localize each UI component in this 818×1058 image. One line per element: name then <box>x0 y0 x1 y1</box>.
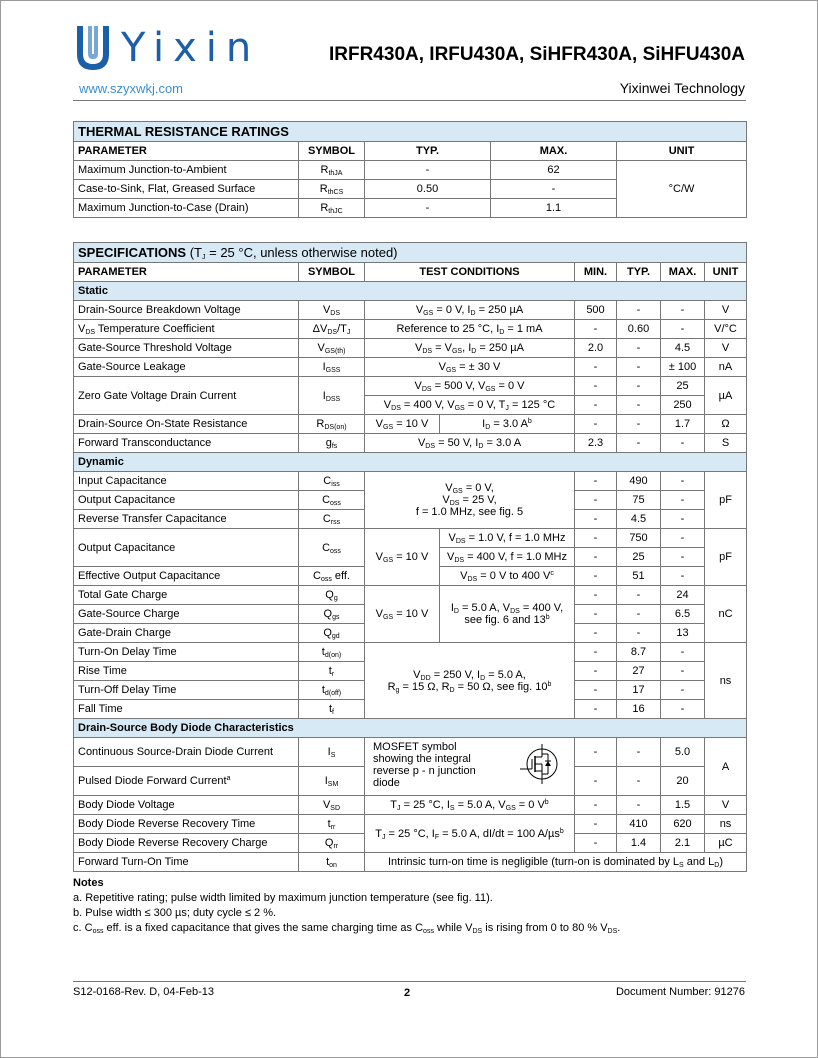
table-row: Gate-Source Charge $Q_{gs}$ - - 6.5 <box>74 605 747 624</box>
note-a: a. Repetitive rating; pulse width limited by maximum junction temperature (see fig. 11). <box>73 892 493 904</box>
table-row: Fall Time $t_f$ - 16 - <box>74 700 747 719</box>
note-b: b. Pulse width ≤ 300 µs; duty cycle ≤ 2 %. <box>73 907 277 919</box>
table-row: Forward Transconductance $g_{fs}$ $V_{DS} = 50$ V, $I_D = 3.0$ A 2.3 - - S <box>74 434 747 453</box>
part-numbers: IRFR430A, IRFU430A, SiHFR430A, SiHFU430A <box>328 44 745 65</box>
table-row: Input Capacitance $C_{iss}$ $V_{GS} = 0$ V, $V_{DS} = 25$ V, f = 1.0 MHz, see fig. 5 - 490 - pF <box>74 472 747 491</box>
max-cell: 62 <box>491 161 617 180</box>
unit-cell: °C/W <box>617 161 747 218</box>
table-row: Gate-Source Leakage $I_{GSS}$ $V_{GS}$ = ± 30 V - - ± 100 nA <box>74 358 747 377</box>
sh-param: PARAMETER <box>74 263 299 282</box>
sh-unit: UNIT <box>705 263 747 282</box>
max-cell: 1.1 <box>491 199 617 218</box>
table-row: Pulsed Diode Forward Current$^a$ $I_{SM}$ - - 20 <box>74 767 747 796</box>
website-url[interactable]: www.szyxwkj.com <box>79 81 184 96</box>
table-row: Drain-Source On-State Resistance $R_{DS(on)}$ $V_{GS} = 10$ V $I_D = 3.0$ $A^b$ - - 1.7 Ω <box>74 415 747 434</box>
mosfet-symbol-icon <box>516 742 564 786</box>
sh-min: MIN. <box>575 263 617 282</box>
section-diode: Drain-Source Body Diode Characteristics <box>74 719 747 738</box>
typ-cell: - <box>365 199 491 218</box>
document-number: Document Number: 91276 <box>615 986 745 998</box>
table-row: Total Gate Charge $Q_g$ $V_{GS} = 10$ V $I_D = 5.0$ A, $V_{DS} = 400$ V, see fig. 6 and 13$^b$ - - 24 nC <box>74 586 747 605</box>
table-row <box>74 161 747 180</box>
table-row: $V_{DS} = 400$ V, f = 1.0 MHz - 25 - <box>74 548 747 567</box>
th-unit: UNIT <box>617 142 747 161</box>
notes <box>73 876 620 936</box>
thermal-table <box>73 121 747 218</box>
yixin-logo-icon <box>73 24 113 72</box>
table-row: Rise Time $t_r$ - 27 - <box>74 662 747 681</box>
table-row: Forward Turn-On Time $t_{on}$ Intrinsic turn-on time is negligible (turn-on is dominated by $L_S$ and $L_D$) <box>74 853 747 872</box>
page-number: 2 <box>404 987 411 999</box>
specifications-table <box>73 242 747 872</box>
sh-symbol: SYMBOL <box>299 263 365 282</box>
table-row: Turn-On Delay Time $t_{d(on)}$ $V_{DD} = 250$ V, $I_D = 5.0$ A, $R_g = 15$ Ω, $R_D = 50$ Ω, see fig. 10$^b$ - 8.7 - ns <box>74 643 747 662</box>
table-row: $V_{DS} = 400$ V, $V_{GS} = 0$ V, $T_J = 125$ °C - - 250 <box>74 396 747 415</box>
table-row: Body Diode Reverse Recovery Time $t_{rr}$ $T_J = 25$ °C, $I_F = 5.0$ A, dI/dt = 100 A/µs$^b$ - 410 620 ns <box>74 815 747 834</box>
notes-title: Notes <box>73 877 104 889</box>
logo-text: Yixin <box>121 25 261 71</box>
table-row: Drain-Source Breakdown Voltage $V_{DS}$ $V_{GS} = 0$ V, $I_D = 250$ µA 500 - - V <box>74 301 747 320</box>
footer-divider <box>73 981 746 982</box>
header-divider <box>73 100 746 101</box>
typ-cell: - <box>365 161 491 180</box>
table-row: Output Capacitance $C_{oss}$ $V_{GS} = 10$ V $V_{DS} = 1.0$ V, f = 1.0 MHz - 750 - pF <box>74 529 747 548</box>
sh-typ: TYP. <box>617 263 661 282</box>
table-row: Body Diode Reverse Recovery Charge $Q_{rr}$ - 1.4 2.1 µC <box>74 834 747 853</box>
table-row: Output Capacitance $C_{oss}$ - 75 - <box>74 491 747 510</box>
sh-max: MAX. <box>661 263 705 282</box>
mosfet-symbol-text: MOSFET symbol showing the integral reverse p - n junction diode <box>373 741 476 789</box>
table-row: Gate-Source Threshold Voltage $V_{GS(th)}$ $V_{DS} = V_{GS}$, $I_D = 250$ µA 2.0 - 4.5 V <box>74 339 747 358</box>
section-dynamic: Dynamic <box>74 453 747 472</box>
param-cell: Maximum Junction-to-Ambient <box>74 161 299 180</box>
typ-cell: 0.50 <box>365 180 491 199</box>
max-cell: - <box>491 180 617 199</box>
th-typ: TYP. <box>365 142 491 161</box>
table-row: $V_{DS}$ Temperature Coefficient $\Delta V_{DS}/T_J$ Reference to 25 °C, $I_D = 1$ mA - 0.60 - V/°C <box>74 320 747 339</box>
table-row: Continuous Source-Drain Diode Current $I_S$ MOSFET symbol showing the integral reverse p - n junction diode - - 5.0 A <box>74 738 747 767</box>
table-row: Turn-Off Delay Time $t_{d(off)}$ - 17 - <box>74 681 747 700</box>
footer-revision: S12-0168-Rev. D, 04-Feb-13 <box>73 986 215 998</box>
param-cell: Case-to-Sink, Flat, Greased Surface <box>74 180 299 199</box>
symbol-cell: $R_{thCS}$ <box>299 180 365 199</box>
table-row: Effective Output Capacitance $C_{oss}$ eff. $V_{DS} = 0$ V to 400 $V^c$ - 51 - <box>74 567 747 586</box>
table-row: Zero Gate Voltage Drain Current $I_{DSS}$ $V_{DS} = 500$ V, $V_{GS} = 0$ V - - 25 µA <box>74 377 747 396</box>
mosfet-symbol-cell <box>365 738 575 796</box>
section-static: Static <box>74 282 747 301</box>
sh-conditions: TEST CONDITIONS <box>365 263 575 282</box>
table-row: Body Diode Voltage $V_{SD}$ $T_J = 25$ °C, $I_S = 5.0$ A, $V_{GS} = 0$ $V^b$ - - 1.5 V <box>74 796 747 815</box>
symbol-cell: $R_{thJA}$ <box>299 161 365 180</box>
th-param: PARAMETER <box>74 142 299 161</box>
company-name: Yixinwei Technology <box>619 80 745 96</box>
th-symbol: SYMBOL <box>299 142 365 161</box>
spec-title: SPECIFICATIONS ($T_J = 25$ °C, unless otherwise noted) <box>74 243 747 263</box>
logo <box>73 24 260 72</box>
symbol-cell: $R_{thJC}$ <box>299 199 365 218</box>
note-c: c. $C_{oss}$ eff. is a fixed capacitance that gives the same charging time as $C_{oss}$ while $V_{DS}$ is rising from 0 to 80 % $V_{DS}$. <box>73 922 621 935</box>
th-max: MAX. <box>491 142 617 161</box>
table-row: Gate-Drain Charge $Q_{gd}$ - - 13 <box>74 624 747 643</box>
thermal-title: THERMAL RESISTANCE RATINGS <box>74 122 747 142</box>
param-cell: Maximum Junction-to-Case (Drain) <box>74 199 299 218</box>
table-row: Reverse Transfer Capacitance $C_{rss}$ - 4.5 - <box>74 510 747 529</box>
